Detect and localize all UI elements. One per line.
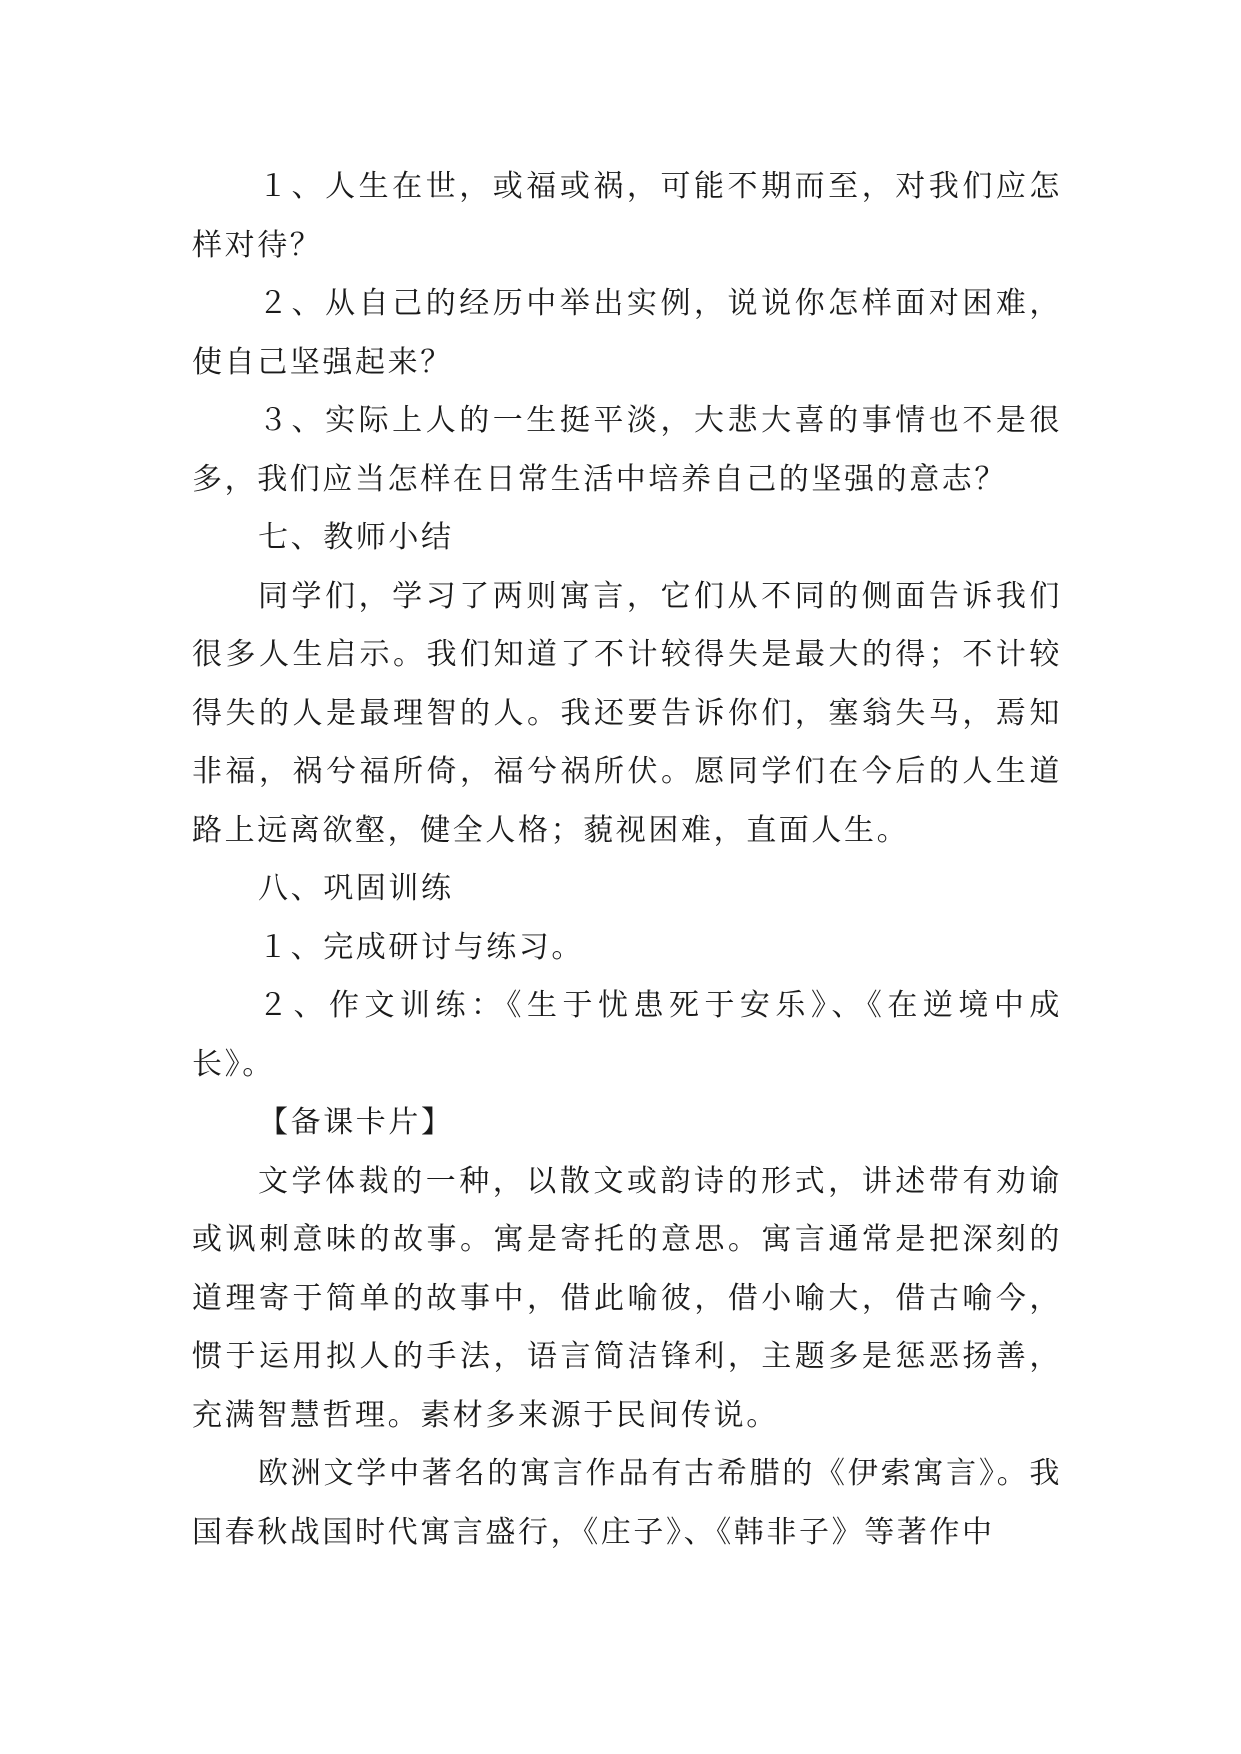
document-page: [192, 158, 1062, 1562]
section-heading-lesson-card: 【备课卡片】: [258, 1105, 454, 1140]
section-heading-practice: 八、巩固训练: [258, 871, 454, 906]
fable-works-paragraph: 欧洲文学中著名的寓言作品有古希腊的《伊索寓言》。我国春秋战国时代寓言盛行，《庄子》、《韩非子》等著作中: [192, 1456, 1062, 1550]
section-heading-teacher-summary: 七、教师小结: [258, 520, 454, 555]
summary-paragraph: 同学们，学习了两则寓言，它们从不同的侧面告诉我们很多人生启示。我们知道了不计较得失是最大的得；不计较得失的人是最理智的人。我还要告诉你们，塞翁失马，焉知非福，祸兮福所倚，福兮祸所伏。愿同学们在今后的人生道路上远离欲壑，健全人格；藐视困难，直面人生。: [192, 578, 1062, 848]
practice-item-1: １、完成研讨与练习。: [258, 929, 584, 965]
question-1: １、人生在世，或福或祸，可能不期而至，对我们应怎样对待？: [192, 169, 1062, 263]
practice-item-2: ２、作文训练：《生于忧患死于安乐》、《在逆境中成长》。: [192, 988, 1062, 1082]
question-2: ２、从自己的经历中举出实例，说说你怎样面对困难，使自己坚强起来？: [192, 286, 1062, 380]
fable-definition-paragraph: 文学体裁的一种，以散文或韵诗的形式，讲述带有劝谕或讽刺意味的故事。寓是寄托的意思。寓言通常是把深刻的道理寄于简单的故事中，借此喻彼，借小喻大，借古喻今，惯于运用拟人的手法，语言简洁锋利，主题多是惩恶扬善，充满智慧哲理。素材多来源于民间传说。: [192, 1163, 1062, 1433]
question-3: ３、实际上人的一生挺平淡，大悲大喜的事情也不是很多，我们应当怎样在日常生活中培养自己的坚强的意志？: [192, 403, 1062, 497]
